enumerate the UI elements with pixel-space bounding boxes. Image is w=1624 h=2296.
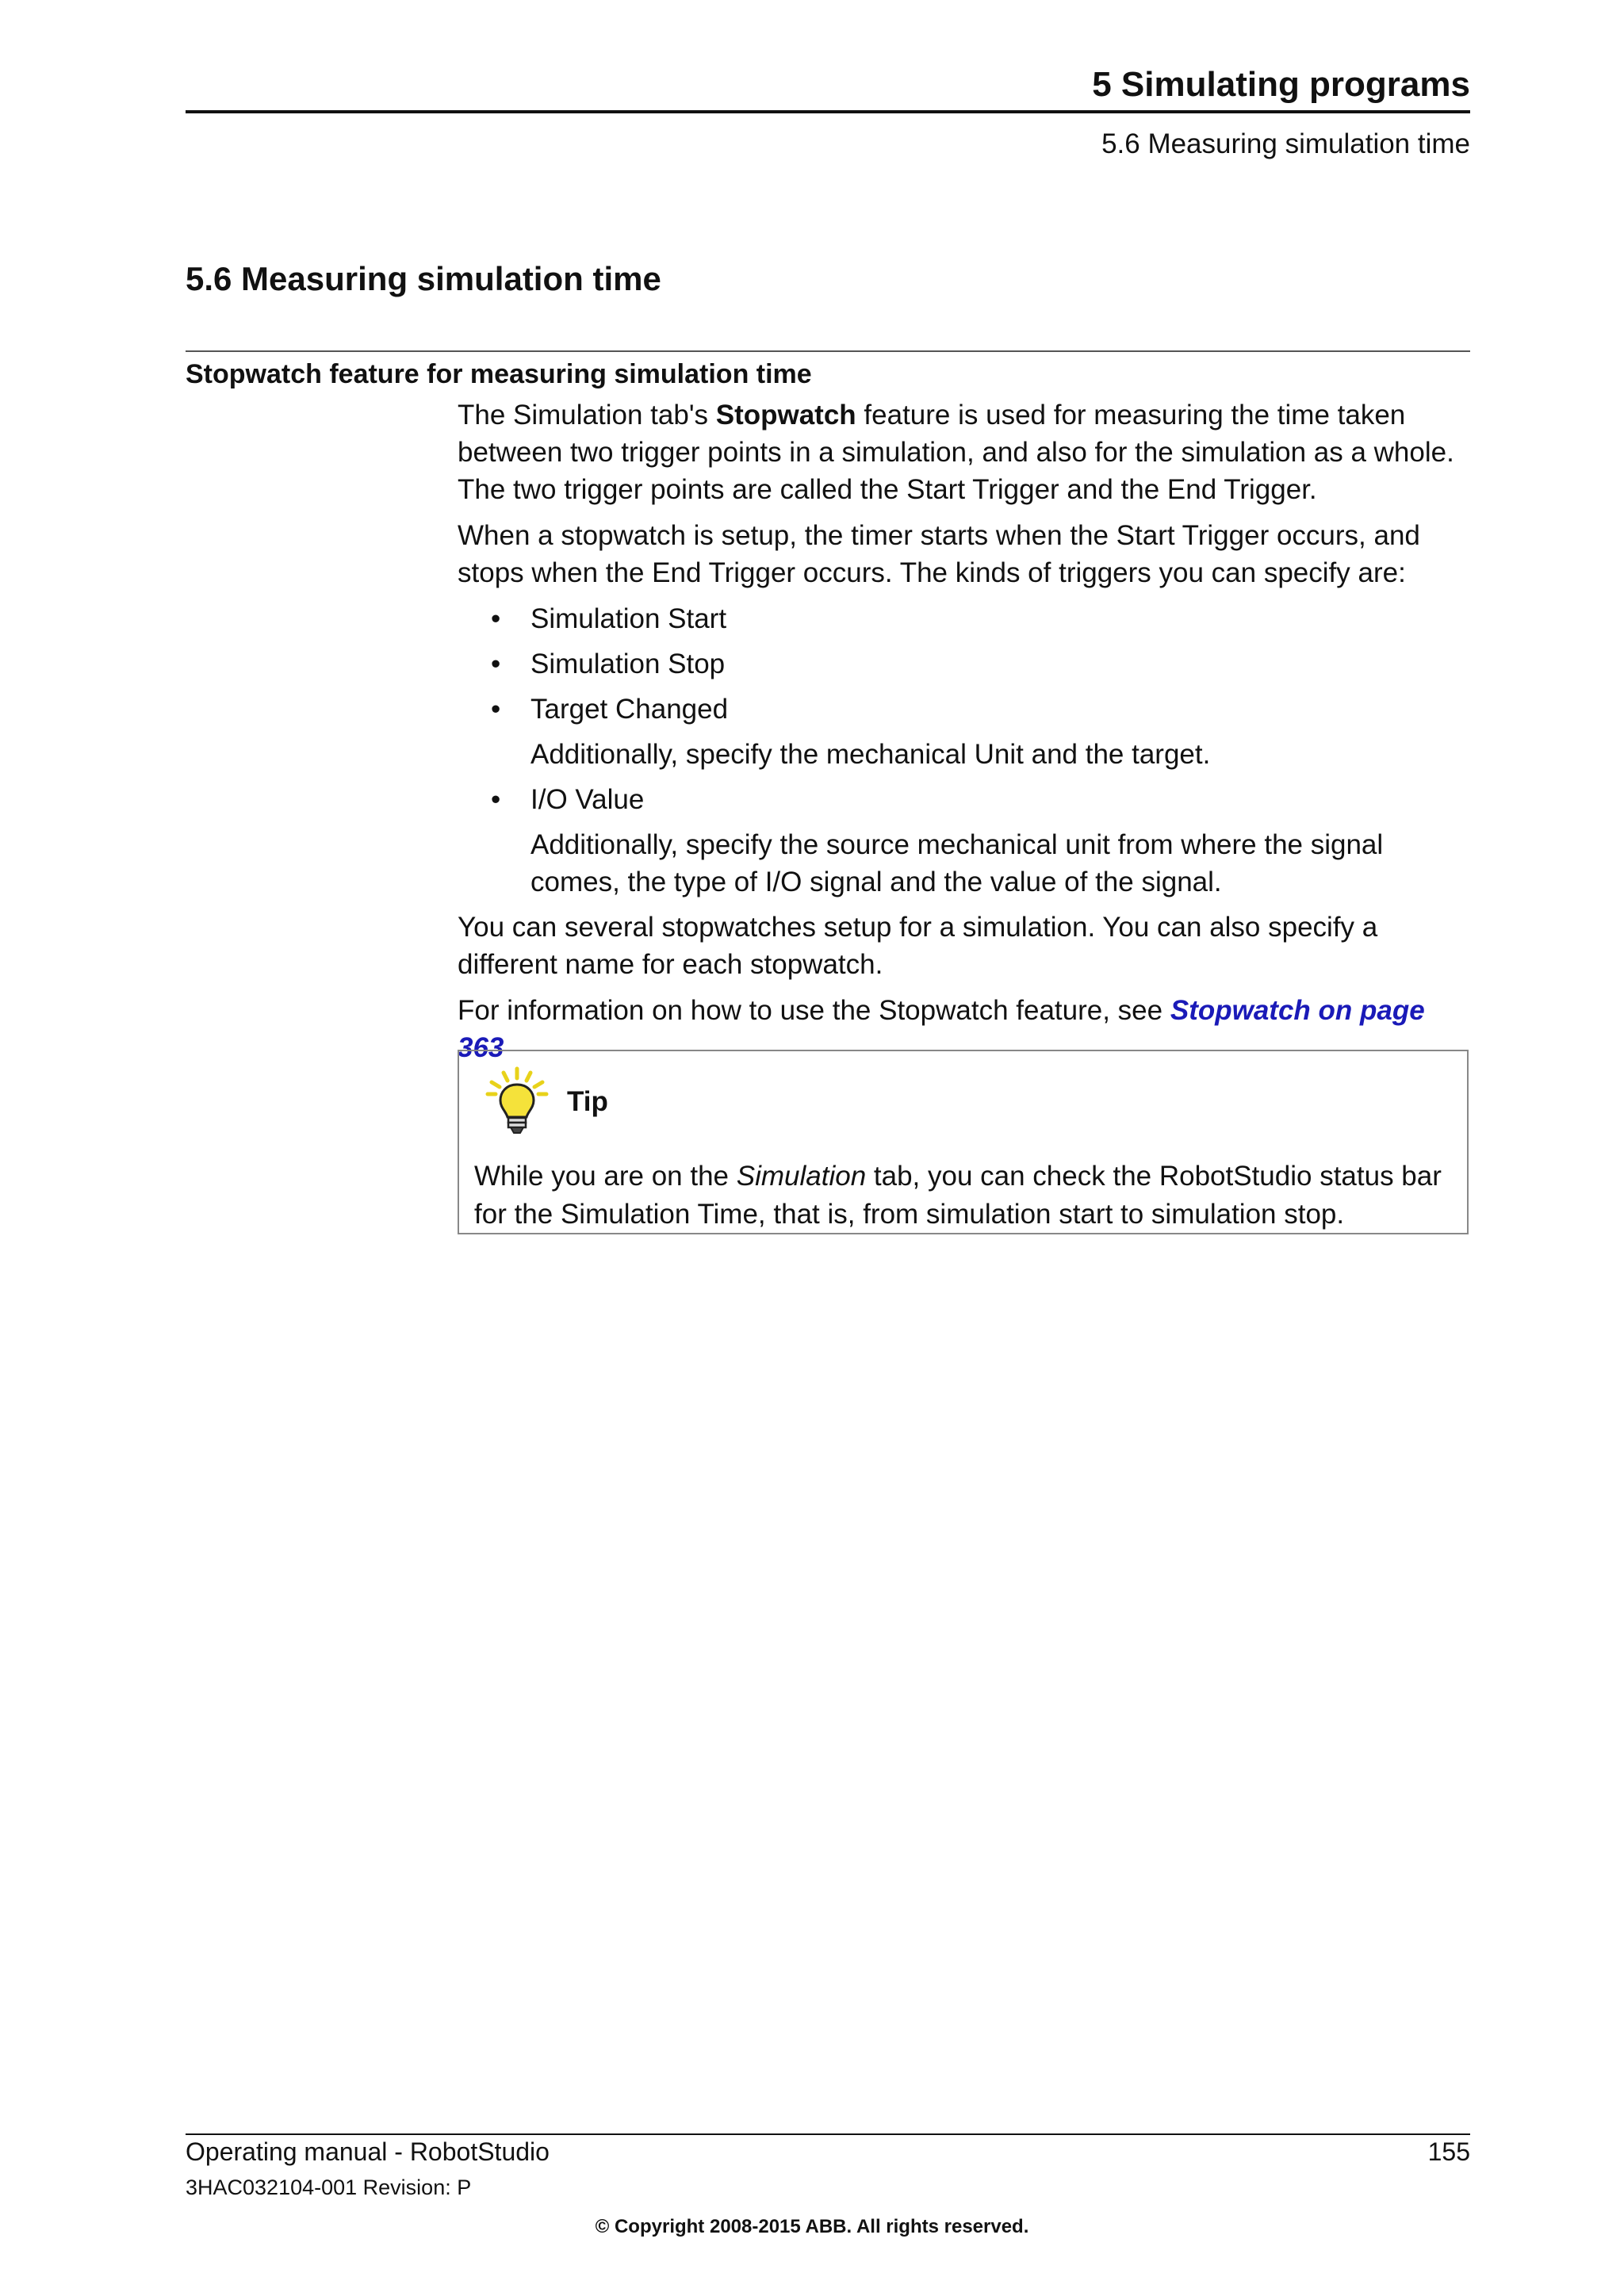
running-header-section: 5.6 Measuring simulation time xyxy=(1101,128,1470,159)
running-header-chapter: 5 Simulating programs xyxy=(1092,65,1470,104)
paragraph-1: The Simulation tab's Stopwatch feature is used for measuring the time taken between two trigger points in a simulation, and also for the simulation as a whole. The two trigger points are called the Start Trigger and the End Trigger. xyxy=(458,400,1454,505)
list-item: • Target Changed Additionally, specify the mechanical Unit and the target. xyxy=(458,691,1470,773)
footer-manual-title: Operating manual - RobotStudio xyxy=(186,2137,550,2166)
header-rule xyxy=(186,110,1470,113)
tip-text: While you are on the Simulation tab, you can check the RobotStudio status bar for the Simulation Time, that is, from simulation start to simulation stop. xyxy=(474,1161,1442,1230)
stopwatch-term: Stopwatch xyxy=(715,400,856,430)
list-item: • Simulation Start xyxy=(491,603,727,634)
list-item: • Simulation Stop xyxy=(491,649,726,679)
lightbulb-icon xyxy=(481,1066,553,1137)
paragraph-2: When a stopwatch is setup, the timer starts when the Start Trigger occurs, and stops when the End Trigger occurs. The kinds of triggers you can specify are: xyxy=(458,520,1420,588)
stopwatch-page-link[interactable]: Stopwatch on page 363 xyxy=(458,995,1425,1063)
tip-label: Tip xyxy=(567,1086,608,1117)
subsection-rule xyxy=(186,350,1470,352)
paragraph-3: You can several stopwatches setup for a simulation. You can also specify a different name for each stopwatch. xyxy=(458,912,1378,980)
footer-rule xyxy=(186,2133,1470,2135)
subsection-title: Stopwatch feature for measuring simulation time xyxy=(186,359,812,389)
tip-box xyxy=(458,1050,1469,1234)
list-item-note: Additionally, specify the mechanical Unit and the target. xyxy=(530,739,1211,770)
page-number: 155 xyxy=(1427,2137,1470,2166)
paragraph-4: For information on how to use the Stopwatch feature, see Stopwatch on page 363 xyxy=(458,995,1425,1063)
footer-copyright: © Copyright 2008-2015 ABB. All rights reserved. xyxy=(595,2216,1029,2237)
list-item-note: Additionally, specify the source mechanical unit from where the signal comes, the type of I/O signal and the value of the signal. xyxy=(530,829,1384,897)
body-text xyxy=(458,396,1470,1075)
list-item: • I/O Value Additionally, specify the source mechanical unit from where the signal comes, the type of I/O signal and the value of the signal. xyxy=(458,781,1470,901)
footer-document-id: 3HAC032104-001 Revision: P xyxy=(186,2175,472,2199)
section-title: 5.6 Measuring simulation time xyxy=(186,260,661,297)
trigger-list xyxy=(458,600,1470,901)
